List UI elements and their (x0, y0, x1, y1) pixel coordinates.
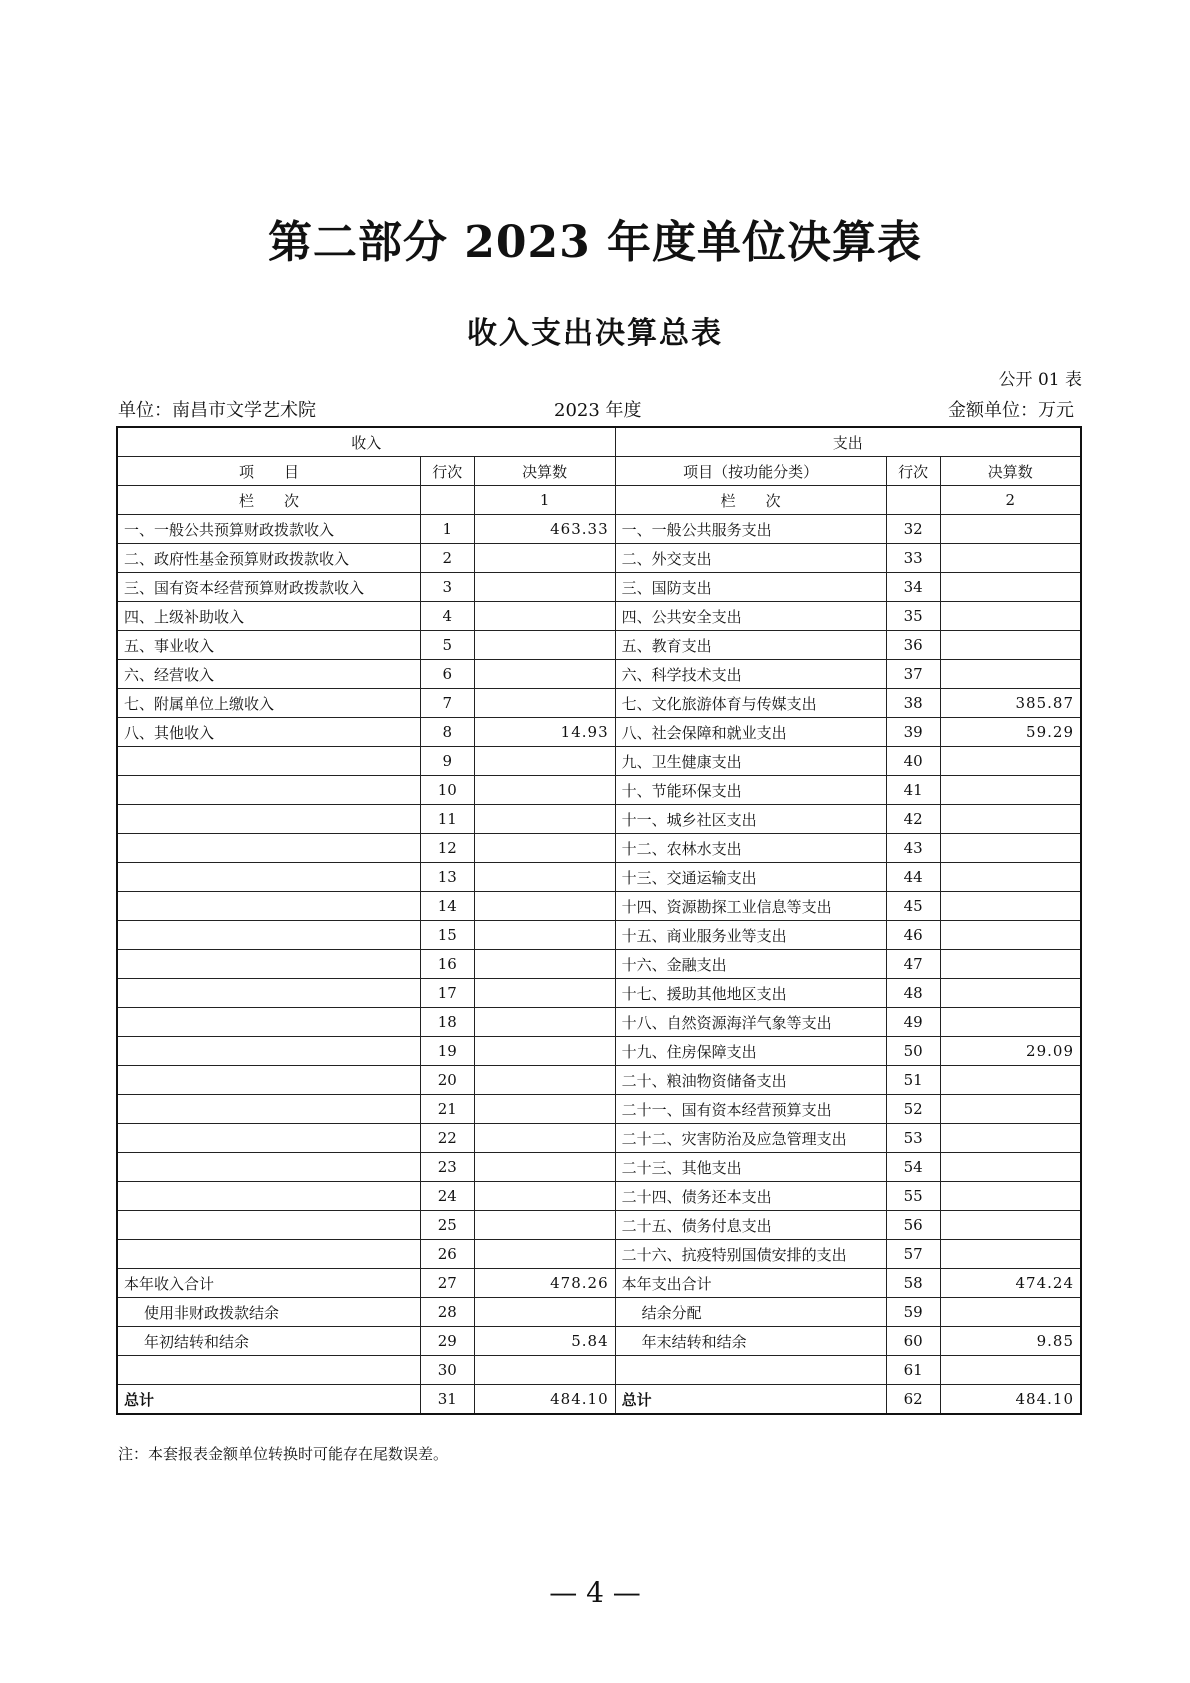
expense-item: 二十六、抗疫特别国债安排的支出 (615, 1240, 886, 1269)
expense-item: 二十一、国有资本经营预算支出 (615, 1095, 886, 1124)
expense-amount (940, 1211, 1081, 1240)
expense-line-no: 54 (886, 1153, 940, 1182)
income-line-no: 16 (420, 950, 474, 979)
expense-item: 二十三、其他支出 (615, 1153, 886, 1182)
table-row (117, 1240, 1081, 1269)
income-amount (474, 834, 615, 863)
income-amount (474, 863, 615, 892)
income-item: 八、其他收入 (117, 718, 420, 747)
expense-amount (940, 515, 1081, 544)
expense-amount (940, 950, 1081, 979)
income-amount (474, 573, 615, 602)
expense-item: 八、社会保障和就业支出 (615, 718, 886, 747)
expense-item: 结余分配 (615, 1298, 886, 1327)
expense-line-no: 40 (886, 747, 940, 776)
income-amount: 5.84 (474, 1327, 615, 1356)
expense-item: 五、教育支出 (615, 631, 886, 660)
expense-line-no: 46 (886, 921, 940, 950)
income-section-header: 收入 (117, 427, 615, 457)
expense-item: 二十四、债务还本支出 (615, 1182, 886, 1211)
income-item: 四、上级补助收入 (117, 602, 420, 631)
income-amount: 14.93 (474, 718, 615, 747)
income-line-no: 6 (420, 660, 474, 689)
income-line-no: 12 (420, 834, 474, 863)
income-line-no: 22 (420, 1124, 474, 1153)
expense-line-no: 49 (886, 1008, 940, 1037)
expense-line-no: 45 (886, 892, 940, 921)
income-item: 五、事业收入 (117, 631, 420, 660)
income-line-no: 27 (420, 1269, 474, 1298)
income-line-no: 24 (420, 1182, 474, 1211)
expense-line-no: 51 (886, 1066, 940, 1095)
expense-amount: 385.87 (940, 689, 1081, 718)
expense-line-no: 41 (886, 776, 940, 805)
income-item (117, 863, 420, 892)
expense-line-no: 47 (886, 950, 940, 979)
income-item: 七、附属单位上缴收入 (117, 689, 420, 718)
income-amount (474, 979, 615, 1008)
expense-item: 十六、金融支出 (615, 950, 886, 979)
summary-row (117, 1327, 1081, 1356)
income-item: 六、经营收入 (117, 660, 420, 689)
table-row (117, 1095, 1081, 1124)
table-row (117, 921, 1081, 950)
table-row (117, 892, 1081, 921)
expense-item: 一、一般公共服务支出 (615, 515, 886, 544)
expense-line-no: 34 (886, 573, 940, 602)
table-row (117, 660, 1081, 689)
expense-line-no: 56 (886, 1211, 940, 1240)
expense-item: 十四、资源勘探工业信息等支出 (615, 892, 886, 921)
table-row (117, 1124, 1081, 1153)
expense-line-no: 44 (886, 863, 940, 892)
income-line-no: 13 (420, 863, 474, 892)
header-row-sections (117, 427, 1081, 457)
income-amount: 463.33 (474, 515, 615, 544)
expense-item: 四、公共安全支出 (615, 602, 886, 631)
income-amount (474, 689, 615, 718)
expense-amount (940, 1008, 1081, 1037)
income-amount (474, 1298, 615, 1327)
expense-amount (940, 1095, 1081, 1124)
income-amount (474, 892, 615, 921)
expense-amount (940, 1153, 1081, 1182)
expense-line-no: 60 (886, 1327, 940, 1356)
expense-line-no: 52 (886, 1095, 940, 1124)
income-item (117, 1066, 420, 1095)
expense-item (615, 1356, 886, 1385)
income-amount (474, 660, 615, 689)
expense-item: 十八、自然资源海洋气象等支出 (615, 1008, 886, 1037)
expense-amount (940, 776, 1081, 805)
col-index-empty (886, 486, 940, 515)
expense-item: 十三、交通运输支出 (615, 863, 886, 892)
col-header-amount: 决算数 (474, 457, 615, 486)
expense-item: 十二、农林水支出 (615, 834, 886, 863)
table-row (117, 631, 1081, 660)
expense-line-no: 39 (886, 718, 940, 747)
income-line-no: 11 (420, 805, 474, 834)
income-item (117, 921, 420, 950)
income-line-no: 26 (420, 1240, 474, 1269)
expense-item: 二十二、灾害防治及应急管理支出 (615, 1124, 886, 1153)
income-item (117, 805, 420, 834)
income-expense-table (116, 426, 1082, 1415)
income-item: 三、国有资本经营预算财政拨款收入 (117, 573, 420, 602)
income-item (117, 892, 420, 921)
table-row (117, 805, 1081, 834)
income-amount (474, 1240, 615, 1269)
income-amount (474, 1153, 615, 1182)
expense-amount (940, 573, 1081, 602)
col-header-item: 项 目 (117, 457, 420, 486)
table-row (117, 863, 1081, 892)
expense-line-no: 38 (886, 689, 940, 718)
expense-amount (940, 631, 1081, 660)
income-amount (474, 1182, 615, 1211)
table-row (117, 689, 1081, 718)
income-item: 使用非财政拨款结余 (117, 1298, 420, 1327)
income-item (117, 1095, 420, 1124)
expense-amount (940, 834, 1081, 863)
income-amount (474, 631, 615, 660)
expense-line-no: 61 (886, 1356, 940, 1385)
income-amount (474, 1066, 615, 1095)
income-line-no: 9 (420, 747, 474, 776)
income-item (117, 1008, 420, 1037)
expense-amount: 484.10 (940, 1385, 1081, 1415)
income-line-no: 30 (420, 1356, 474, 1385)
col-header-line: 行次 (420, 457, 474, 486)
income-item (117, 776, 420, 805)
income-amount (474, 602, 615, 631)
income-line-no: 1 (420, 515, 474, 544)
expense-line-no: 50 (886, 1037, 940, 1066)
expense-amount (940, 602, 1081, 631)
income-amount (474, 1037, 615, 1066)
expense-amount: 474.24 (940, 1269, 1081, 1298)
table-row (117, 718, 1081, 747)
expense-amount (940, 1182, 1081, 1211)
income-line-no: 31 (420, 1385, 474, 1415)
expense-amount: 29.09 (940, 1037, 1081, 1066)
header-row-columns (117, 457, 1081, 486)
income-item (117, 1356, 420, 1385)
income-line-no: 3 (420, 573, 474, 602)
expense-amount (940, 979, 1081, 1008)
table-row (117, 515, 1081, 544)
expense-amount: 9.85 (940, 1327, 1081, 1356)
income-line-no: 2 (420, 544, 474, 573)
table-row (117, 544, 1081, 573)
income-amount (474, 921, 615, 950)
expense-line-no: 62 (886, 1385, 940, 1415)
income-amount: 478.26 (474, 1269, 615, 1298)
table-body (117, 515, 1081, 1415)
income-line-no: 4 (420, 602, 474, 631)
expense-line-no: 55 (886, 1182, 940, 1211)
income-item: 二、政府性基金预算财政拨款收入 (117, 544, 420, 573)
expense-item: 年末结转和结余 (615, 1327, 886, 1356)
income-item (117, 1153, 420, 1182)
expense-item: 二十五、债务付息支出 (615, 1211, 886, 1240)
expense-amount (940, 863, 1081, 892)
expense-line-no: 48 (886, 979, 940, 1008)
table-row (117, 602, 1081, 631)
col-header-item-func: 项目（按功能分类） (615, 457, 886, 486)
expense-amount (940, 1298, 1081, 1327)
income-amount (474, 805, 615, 834)
money-unit-label: 金额单位：万元 (948, 400, 1074, 421)
income-amount (474, 747, 615, 776)
table-row (117, 1211, 1081, 1240)
footnote: 注：本套报表金额单位转换时可能存在尾数误差。 (118, 1445, 449, 1463)
income-item (117, 1124, 420, 1153)
table-row (117, 1008, 1081, 1037)
expense-item: 总计 (615, 1385, 886, 1415)
income-line-no: 14 (420, 892, 474, 921)
income-amount: 484.10 (474, 1385, 615, 1415)
table-row (117, 1066, 1081, 1095)
income-line-no: 17 (420, 979, 474, 1008)
summary-row (117, 1298, 1081, 1327)
expense-item: 二十、粮油物资储备支出 (615, 1066, 886, 1095)
income-line-no: 8 (420, 718, 474, 747)
income-amount (474, 1356, 615, 1385)
income-line-no: 15 (420, 921, 474, 950)
expense-item: 本年支出合计 (615, 1269, 886, 1298)
expense-line-no: 33 (886, 544, 940, 573)
table-meta (118, 396, 1074, 420)
income-amount (474, 544, 615, 573)
income-line-no: 23 (420, 1153, 474, 1182)
income-amount (474, 1124, 615, 1153)
expense-item: 十九、住房保障支出 (615, 1037, 886, 1066)
expense-item: 十五、商业服务业等支出 (615, 921, 886, 950)
income-item (117, 979, 420, 1008)
expense-line-no: 57 (886, 1240, 940, 1269)
table-row (117, 834, 1081, 863)
income-item (117, 1240, 420, 1269)
col-header-line: 行次 (886, 457, 940, 486)
col-index-empty (420, 486, 474, 515)
income-item (117, 747, 420, 776)
income-item (117, 1182, 420, 1211)
income-line-no: 21 (420, 1095, 474, 1124)
page-number: — 4 — (549, 1576, 641, 1609)
summary-row (117, 1356, 1081, 1385)
expense-item: 二、外交支出 (615, 544, 886, 573)
income-item: 总计 (117, 1385, 420, 1415)
expense-line-no: 42 (886, 805, 940, 834)
income-amount (474, 1211, 615, 1240)
income-item (117, 834, 420, 863)
income-amount (474, 1008, 615, 1037)
expense-line-no: 53 (886, 1124, 940, 1153)
expense-section-header: 支出 (615, 427, 1081, 457)
income-item (117, 950, 420, 979)
income-line-no: 19 (420, 1037, 474, 1066)
income-item (117, 1211, 420, 1240)
expense-line-no: 36 (886, 631, 940, 660)
expense-item: 七、文化旅游体育与传媒支出 (615, 689, 886, 718)
expense-line-no: 43 (886, 834, 940, 863)
table-row (117, 776, 1081, 805)
income-line-no: 18 (420, 1008, 474, 1037)
expense-amount (940, 1240, 1081, 1269)
expense-amount (940, 544, 1081, 573)
income-item: 一、一般公共预算财政拨款收入 (117, 515, 420, 544)
expense-amount (940, 1066, 1081, 1095)
income-line-no: 25 (420, 1211, 474, 1240)
expense-item: 三、国防支出 (615, 573, 886, 602)
form-code: 公开 01 表 (998, 370, 1082, 390)
page-title: 第二部分 2023 年度单位决算表 (267, 217, 923, 268)
table-row (117, 1182, 1081, 1211)
expense-amount (940, 747, 1081, 776)
income-amount (474, 950, 615, 979)
col-index-label: 栏 次 (117, 486, 420, 515)
table-row (117, 1153, 1081, 1182)
table-row (117, 747, 1081, 776)
col-header-amount: 决算数 (940, 457, 1081, 486)
summary-row (117, 1269, 1081, 1298)
expense-amount (940, 1356, 1081, 1385)
income-item: 本年收入合计 (117, 1269, 420, 1298)
col-index-1: 1 (474, 486, 615, 515)
total-row (117, 1385, 1081, 1415)
header-row-index (117, 486, 1081, 515)
table-row (117, 1037, 1081, 1066)
expense-amount (940, 805, 1081, 834)
income-line-no: 20 (420, 1066, 474, 1095)
income-item: 年初结转和结余 (117, 1327, 420, 1356)
expense-item: 九、卫生健康支出 (615, 747, 886, 776)
col-index-2: 2 (940, 486, 1081, 515)
income-line-no: 7 (420, 689, 474, 718)
expense-line-no: 32 (886, 515, 940, 544)
col-index-label: 栏 次 (615, 486, 886, 515)
expense-amount: 59.29 (940, 718, 1081, 747)
expense-amount (940, 921, 1081, 950)
expense-item: 六、科学技术支出 (615, 660, 886, 689)
expense-item: 十、节能环保支出 (615, 776, 886, 805)
table-row (117, 573, 1081, 602)
income-amount (474, 776, 615, 805)
income-line-no: 10 (420, 776, 474, 805)
income-item (117, 1037, 420, 1066)
expense-amount (940, 892, 1081, 921)
expense-line-no: 37 (886, 660, 940, 689)
expense-item: 十七、援助其他地区支出 (615, 979, 886, 1008)
table-title: 收入支出决算总表 (467, 316, 723, 351)
unit-label: 单位：南昌市文学艺术院 (118, 400, 316, 421)
expense-amount (940, 660, 1081, 689)
income-line-no: 28 (420, 1298, 474, 1327)
expense-line-no: 58 (886, 1269, 940, 1298)
year-label: 2023 年度 (554, 400, 642, 421)
income-line-no: 5 (420, 631, 474, 660)
expense-line-no: 59 (886, 1298, 940, 1327)
expense-amount (940, 1124, 1081, 1153)
expense-line-no: 35 (886, 602, 940, 631)
table-row (117, 950, 1081, 979)
table-row (117, 979, 1081, 1008)
income-line-no: 29 (420, 1327, 474, 1356)
expense-item: 十一、城乡社区支出 (615, 805, 886, 834)
income-amount (474, 1095, 615, 1124)
